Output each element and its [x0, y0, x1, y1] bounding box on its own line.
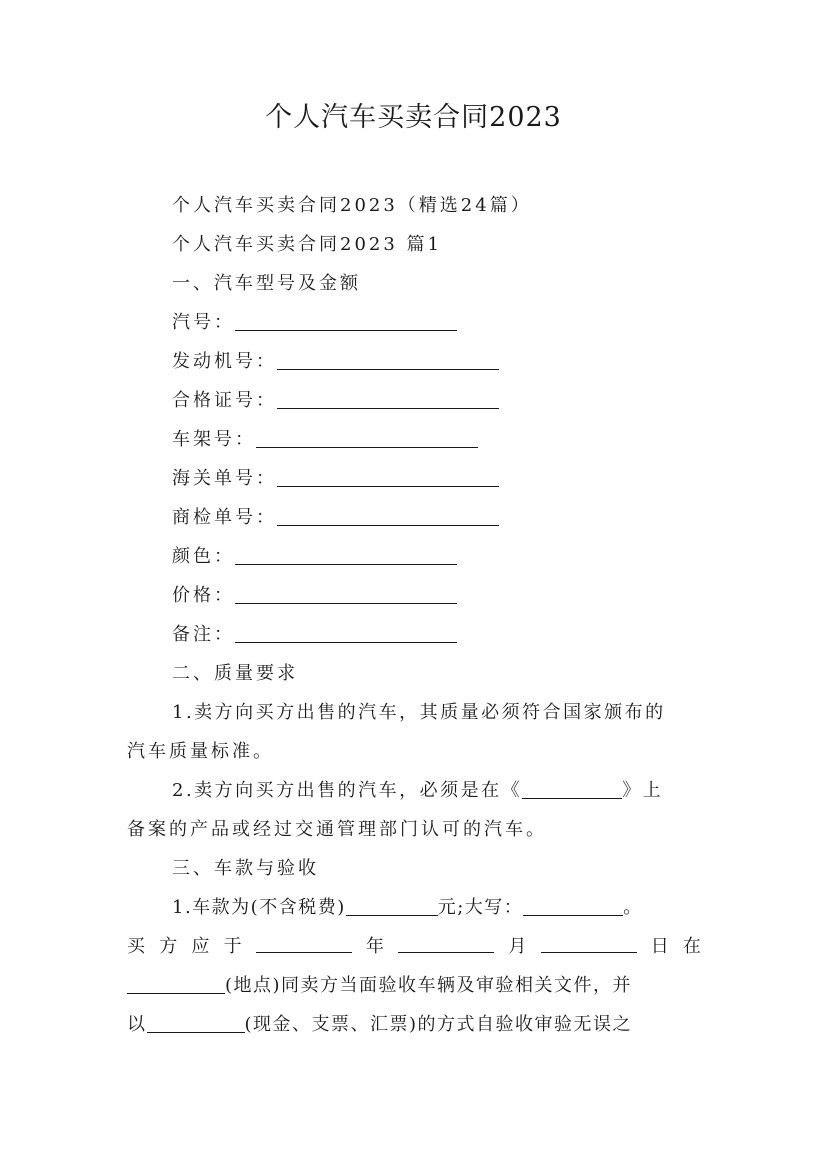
blank-line[interactable] — [277, 351, 499, 370]
field-label: 发动机号： — [172, 351, 277, 372]
paragraph: 汽车质量标准。 — [127, 741, 274, 762]
paragraph-text: 1.车款为(不含税费) — [172, 897, 346, 918]
text-char: 于 — [223, 936, 242, 957]
section2-heading: 二、质量要求 — [172, 663, 298, 684]
blank-line[interactable] — [522, 780, 622, 799]
paragraph — [172, 895, 643, 921]
text-char: 在 — [682, 936, 701, 957]
blank-line[interactable] — [235, 312, 457, 331]
paragraph: 备案的产品或经过交通管理部门认可的汽车。 — [127, 819, 547, 840]
blank-line[interactable] — [256, 429, 478, 448]
field-row — [172, 622, 457, 648]
chapter-heading: 个人汽车买卖合同2023 篇1 — [172, 234, 442, 255]
blank-line[interactable] — [147, 1014, 245, 1033]
blank-line[interactable] — [277, 507, 499, 526]
field-label: 价格： — [172, 585, 235, 606]
blank-line[interactable] — [256, 934, 352, 953]
field-label: 车架号： — [172, 429, 256, 450]
paragraph — [127, 1012, 632, 1038]
paragraph — [127, 934, 701, 960]
blank-line[interactable] — [277, 390, 499, 409]
paragraph-text: 。 — [623, 897, 643, 918]
field-label: 颜色： — [172, 546, 235, 567]
field-row — [172, 505, 499, 531]
section3-heading: 三、车款与验收 — [172, 858, 319, 879]
field-row — [172, 427, 478, 453]
blank-line[interactable] — [235, 624, 457, 643]
field-label: 备注： — [172, 624, 235, 645]
text-char: 年 — [365, 936, 384, 957]
field-row — [172, 310, 457, 336]
text-char: 买 — [127, 936, 145, 957]
paragraph-text: (现金、支票、汇票)的方式自验收审验无误之 — [244, 1014, 633, 1035]
field-row — [172, 349, 499, 375]
paragraph — [172, 778, 663, 804]
text-char: 日 — [650, 936, 669, 957]
paragraph-text: 元;大写： — [437, 897, 524, 918]
blank-line[interactable] — [346, 897, 438, 916]
paragraph: 1.卖方向买方出售的汽车，其质量必须符合国家颁布的 — [172, 702, 666, 723]
page-title: 个人汽车买卖合同2023 — [265, 102, 562, 133]
blank-line[interactable] — [541, 934, 637, 953]
section1-heading: 一、汽车型号及金额 — [172, 273, 361, 294]
field-row — [172, 583, 457, 609]
paragraph-text: 2.卖方向买方出售的汽车，必须是在《 — [172, 780, 523, 801]
paragraph-text: 以 — [127, 1014, 147, 1035]
field-label: 汽号： — [172, 312, 235, 333]
paragraph-text: 》上 — [622, 780, 664, 801]
paragraph — [127, 973, 632, 999]
blank-line[interactable] — [235, 585, 457, 604]
field-label: 合格证号： — [172, 390, 277, 411]
paragraph-text: (地点)同卖方当面验收车辆及审验相关文件，并 — [225, 975, 633, 996]
blank-line[interactable] — [127, 975, 225, 994]
blank-line[interactable] — [523, 897, 623, 916]
text-char: 月 — [508, 936, 527, 957]
blank-line[interactable] — [277, 468, 499, 487]
field-row — [172, 466, 499, 492]
field-label: 海关单号： — [172, 468, 277, 489]
text-char: 应 — [191, 936, 210, 957]
subtitle: 个人汽车买卖合同2023（精选24篇） — [172, 195, 532, 216]
blank-line[interactable] — [398, 934, 494, 953]
blank-line[interactable] — [235, 546, 457, 565]
field-row — [172, 544, 457, 570]
text-char: 方 — [159, 936, 178, 957]
field-label: 商检单号： — [172, 507, 277, 528]
field-row — [172, 388, 499, 414]
